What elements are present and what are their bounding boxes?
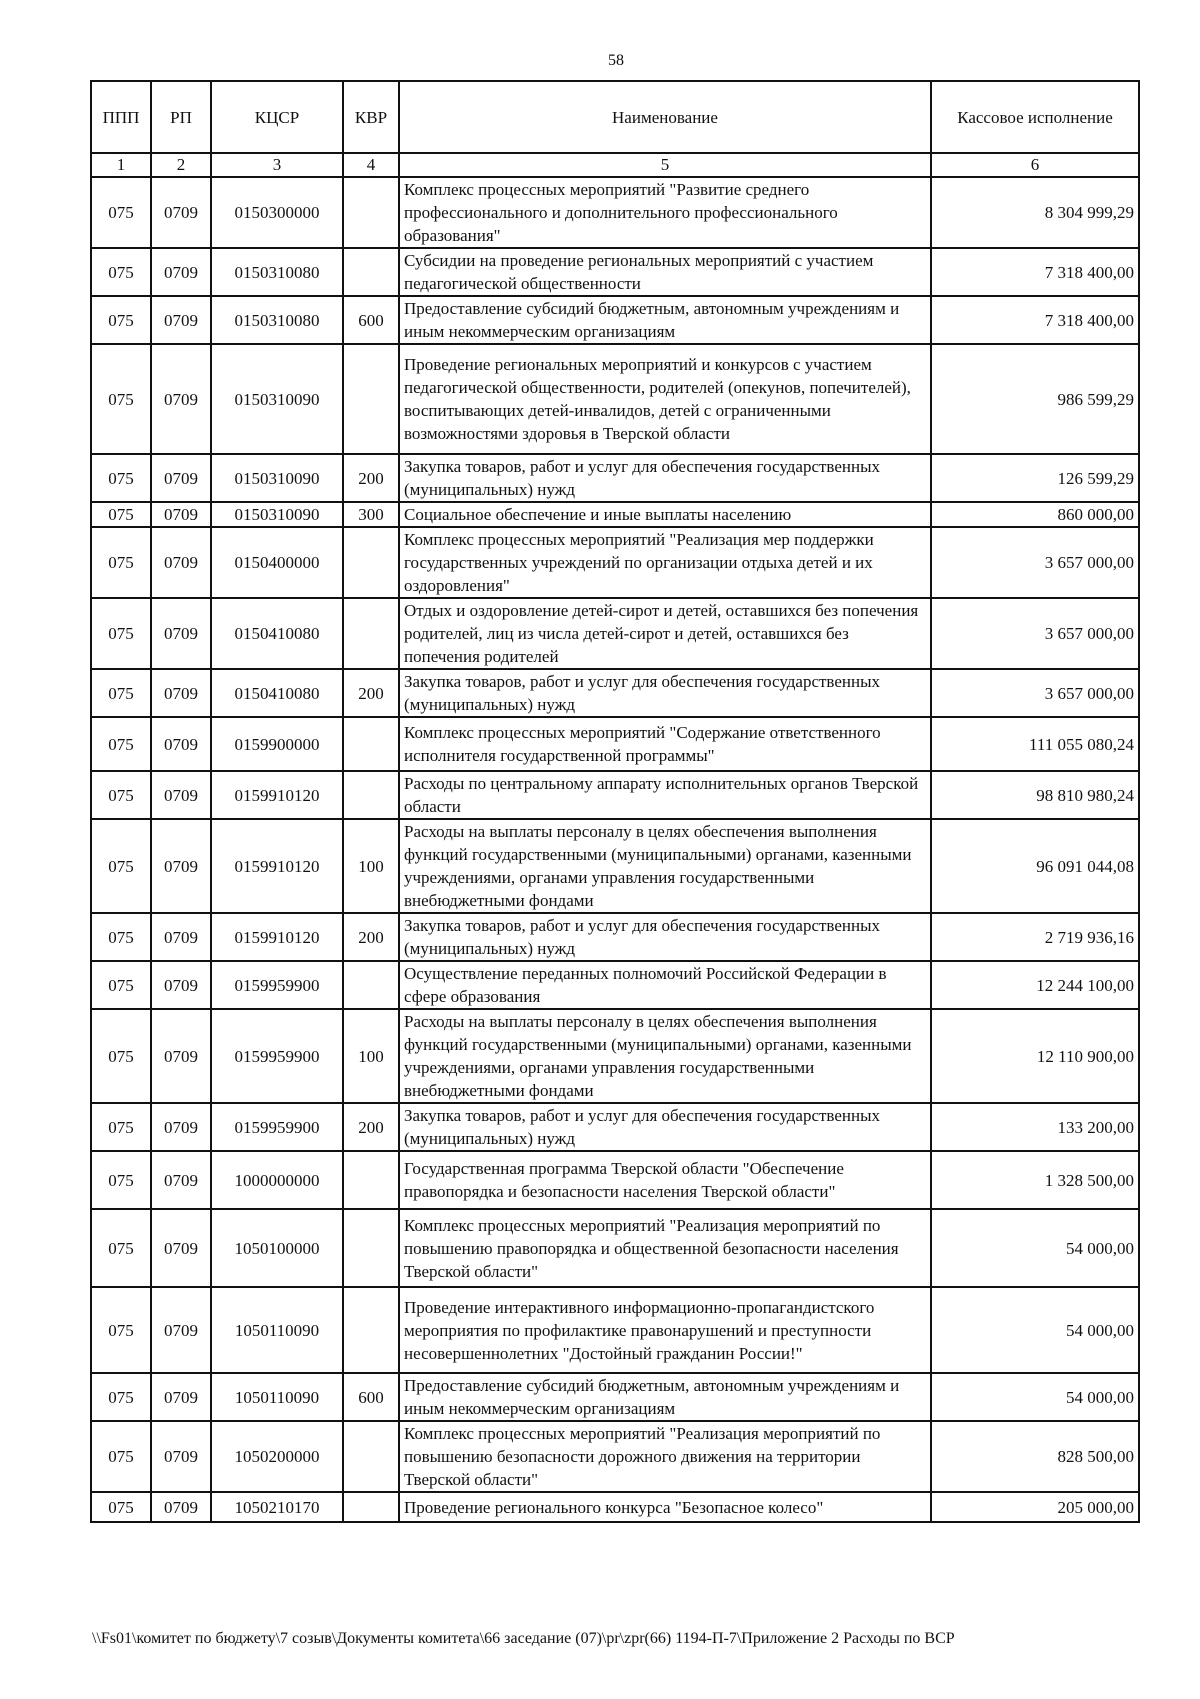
- table-row: [91, 598, 1139, 669]
- cell-kcsr: 0150410080: [211, 598, 343, 669]
- cell-amount: 126 599,29: [931, 454, 1139, 502]
- cell-amount: 133 200,00: [931, 1103, 1139, 1151]
- table-row: [91, 717, 1139, 771]
- cell-kcsr: 1050110090: [211, 1373, 343, 1421]
- cell-name: Комплекс процессных мероприятий "Реализация мероприятий по повышению правопорядка и общественной безопасности населения Тверской области": [399, 1209, 931, 1287]
- cell-amount: 54 000,00: [931, 1287, 1139, 1373]
- cell-rp: 0709: [151, 669, 211, 717]
- table-row: [91, 1009, 1139, 1103]
- cell-name: Комплекс процессных мероприятий "Реализация мер поддержки государственных учреждений по организации отдыха детей и их оздоровления": [399, 527, 931, 598]
- cell-ppp: 075: [91, 1421, 151, 1492]
- table-row: [91, 771, 1139, 819]
- table-row: [91, 527, 1139, 598]
- cell-kvr: [343, 344, 399, 454]
- cell-ppp: 075: [91, 248, 151, 296]
- header-amount: Кассовое исполнение: [931, 81, 1139, 153]
- cell-ppp: 075: [91, 1287, 151, 1373]
- cell-name: Осуществление переданных полномочий Российской Федерации в сфере образования: [399, 961, 931, 1009]
- cell-kcsr: 1050100000: [211, 1209, 343, 1287]
- cell-ppp: 075: [91, 961, 151, 1009]
- cell-name: Расходы на выплаты персоналу в целях обеспечения выполнения функций государственными (муниципальными) органами, казенными учреждениями, органами управления государственными внебюджетными фондами: [399, 819, 931, 913]
- cell-kvr: [343, 771, 399, 819]
- cell-amount: 54 000,00: [931, 1209, 1139, 1287]
- cell-kvr: 100: [343, 1009, 399, 1103]
- cell-kcsr: 0159959900: [211, 1103, 343, 1151]
- table-row: [91, 454, 1139, 502]
- cell-kvr: [343, 717, 399, 771]
- cell-name: Комплекс процессных мероприятий "Реализация мероприятий по повышению безопасности дорожного движения на территории Тверской области": [399, 1421, 931, 1492]
- column-number-row: [91, 153, 1139, 177]
- cell-name: Отдых и оздоровление детей-сирот и детей, оставшихся без попечения родителей, лиц из числа детей-сирот и детей, оставшихся без попечения родителей: [399, 598, 931, 669]
- cell-kcsr: 0159910120: [211, 913, 343, 961]
- cell-kvr: [343, 1287, 399, 1373]
- cell-rp: 0709: [151, 454, 211, 502]
- cell-kcsr: 0150300000: [211, 177, 343, 248]
- cell-rp: 0709: [151, 502, 211, 527]
- cell-name: Расходы по центральному аппарату исполнительных органов Тверской области: [399, 771, 931, 819]
- cell-ppp: 075: [91, 913, 151, 961]
- table-row: [91, 1421, 1139, 1492]
- cell-kcsr: 0159900000: [211, 717, 343, 771]
- cell-name: Проведение региональных мероприятий и конкурсов с участием педагогической общественности, родителей (опекунов, попечителей), воспитывающих детей-инвалидов, детей с ограниченными возможностями здоровья в Тверской области: [399, 344, 931, 454]
- header-row: [91, 81, 1139, 153]
- cell-kcsr: 1050210170: [211, 1492, 343, 1522]
- header-ppp: ППП: [91, 81, 151, 153]
- cell-name: Расходы на выплаты персоналу в целях обеспечения выполнения функций государственными (муниципальными) органами, казенными учреждениями, органами управления государственными внебюджетными фондами: [399, 1009, 931, 1103]
- column-number: 6: [931, 153, 1139, 177]
- cell-kcsr: 1050110090: [211, 1287, 343, 1373]
- column-number: 2: [151, 153, 211, 177]
- cell-amount: 205 000,00: [931, 1492, 1139, 1522]
- table-body: [91, 177, 1139, 1522]
- table-row: [91, 248, 1139, 296]
- cell-ppp: 075: [91, 1103, 151, 1151]
- cell-ppp: 075: [91, 1209, 151, 1287]
- table-row: [91, 1103, 1139, 1151]
- cell-kcsr: 0150410080: [211, 669, 343, 717]
- cell-name: Закупка товаров, работ и услуг для обеспечения государственных (муниципальных) нужд: [399, 913, 931, 961]
- cell-rp: 0709: [151, 1287, 211, 1373]
- cell-ppp: 075: [91, 1492, 151, 1522]
- cell-kvr: 200: [343, 669, 399, 717]
- cell-amount: 96 091 044,08: [931, 819, 1139, 913]
- table-row: [91, 1492, 1139, 1522]
- column-number: 1: [91, 153, 151, 177]
- cell-kvr: [343, 1209, 399, 1287]
- cell-rp: 0709: [151, 598, 211, 669]
- cell-ppp: 075: [91, 1151, 151, 1209]
- header-kcsr: КЦСР: [211, 81, 343, 153]
- cell-amount: 828 500,00: [931, 1421, 1139, 1492]
- cell-ppp: 075: [91, 819, 151, 913]
- cell-kvr: 200: [343, 1103, 399, 1151]
- cell-rp: 0709: [151, 717, 211, 771]
- cell-kcsr: 0150310090: [211, 344, 343, 454]
- cell-kcsr: 0150310090: [211, 454, 343, 502]
- cell-ppp: 075: [91, 1373, 151, 1421]
- cell-name: Проведение регионального конкурса "Безопасное колесо": [399, 1492, 931, 1522]
- cell-amount: 3 657 000,00: [931, 669, 1139, 717]
- cell-rp: 0709: [151, 248, 211, 296]
- cell-kcsr: 0150400000: [211, 527, 343, 598]
- cell-kcsr: 1000000000: [211, 1151, 343, 1209]
- cell-rp: 0709: [151, 819, 211, 913]
- cell-kvr: 600: [343, 296, 399, 344]
- table-row: [91, 502, 1139, 527]
- header-name: Наименование: [399, 81, 931, 153]
- cell-amount: 111 055 080,24: [931, 717, 1139, 771]
- table-row: [91, 296, 1139, 344]
- cell-kvr: [343, 961, 399, 1009]
- cell-amount: 7 318 400,00: [931, 248, 1139, 296]
- header-kvr: КВР: [343, 81, 399, 153]
- cell-amount: 860 000,00: [931, 502, 1139, 527]
- cell-kvr: [343, 598, 399, 669]
- cell-rp: 0709: [151, 961, 211, 1009]
- cell-name: Закупка товаров, работ и услуг для обеспечения государственных (муниципальных) нужд: [399, 454, 931, 502]
- cell-amount: 3 657 000,00: [931, 598, 1139, 669]
- cell-kvr: [343, 1492, 399, 1522]
- cell-ppp: 075: [91, 771, 151, 819]
- cell-amount: 12 244 100,00: [931, 961, 1139, 1009]
- table-row: [91, 1373, 1139, 1421]
- cell-name: Комплекс процессных мероприятий "Содержание ответственного исполнителя государственной программы": [399, 717, 931, 771]
- table-row: [91, 819, 1139, 913]
- cell-rp: 0709: [151, 1421, 211, 1492]
- cell-name: Предоставление субсидий бюджетным, автономным учреждениям и иным некоммерческим организациям: [399, 296, 931, 344]
- cell-name: Закупка товаров, работ и услуг для обеспечения государственных (муниципальных) нужд: [399, 1103, 931, 1151]
- table-row: [91, 1209, 1139, 1287]
- table-row: [91, 669, 1139, 717]
- cell-ppp: 075: [91, 717, 151, 771]
- cell-kcsr: 0159910120: [211, 819, 343, 913]
- table-row: [91, 913, 1139, 961]
- cell-rp: 0709: [151, 1151, 211, 1209]
- cell-amount: 2 719 936,16: [931, 913, 1139, 961]
- cell-name: Государственная программа Тверской области "Обеспечение правопорядка и безопасности населения Тверской области": [399, 1151, 931, 1209]
- cell-ppp: 075: [91, 502, 151, 527]
- cell-amount: 7 318 400,00: [931, 296, 1139, 344]
- cell-kvr: [343, 1151, 399, 1209]
- cell-name: Субсидии на проведение региональных мероприятий с участием педагогической общественности: [399, 248, 931, 296]
- cell-rp: 0709: [151, 1492, 211, 1522]
- cell-kcsr: 0159910120: [211, 771, 343, 819]
- cell-kcsr: 0150310080: [211, 296, 343, 344]
- cell-rp: 0709: [151, 344, 211, 454]
- cell-kvr: [343, 527, 399, 598]
- cell-kcsr: 0150310090: [211, 502, 343, 527]
- cell-ppp: 075: [91, 344, 151, 454]
- cell-kvr: 600: [343, 1373, 399, 1421]
- cell-rp: 0709: [151, 296, 211, 344]
- cell-amount: 98 810 980,24: [931, 771, 1139, 819]
- cell-amount: 1 328 500,00: [931, 1151, 1139, 1209]
- column-number: 5: [399, 153, 931, 177]
- cell-kvr: 100: [343, 819, 399, 913]
- cell-ppp: 075: [91, 669, 151, 717]
- cell-kvr: 200: [343, 913, 399, 961]
- cell-name: Закупка товаров, работ и услуг для обеспечения государственных (муниципальных) нужд: [399, 669, 931, 717]
- cell-ppp: 075: [91, 527, 151, 598]
- footer-file-path: \\Fs01\комитет по бюджету\7 созыв\Документы комитета\66 заседание (07)\pr\zpr(66) 1194-П-7\Приложение 2 Расходы по ВСР: [92, 1630, 955, 1647]
- table-row: [91, 344, 1139, 454]
- cell-rp: 0709: [151, 1373, 211, 1421]
- header-rp: РП: [151, 81, 211, 153]
- cell-rp: 0709: [151, 1009, 211, 1103]
- table-row: [91, 1287, 1139, 1373]
- column-number: 4: [343, 153, 399, 177]
- expenditure-table: [90, 80, 1140, 1523]
- cell-ppp: 075: [91, 598, 151, 669]
- table-row: [91, 177, 1139, 248]
- cell-kcsr: 0150310080: [211, 248, 343, 296]
- cell-name: Комплекс процессных мероприятий "Развитие среднего профессионального и дополнительного профессионального образования": [399, 177, 931, 248]
- cell-amount: 986 599,29: [931, 344, 1139, 454]
- cell-ppp: 075: [91, 1009, 151, 1103]
- cell-rp: 0709: [151, 527, 211, 598]
- cell-rp: 0709: [151, 771, 211, 819]
- cell-kvr: 200: [343, 454, 399, 502]
- column-number: 3: [211, 153, 343, 177]
- cell-kcsr: 0159959900: [211, 1009, 343, 1103]
- cell-rp: 0709: [151, 1103, 211, 1151]
- cell-kcsr: 1050200000: [211, 1421, 343, 1492]
- cell-amount: 12 110 900,00: [931, 1009, 1139, 1103]
- cell-kvr: 300: [343, 502, 399, 527]
- cell-kvr: [343, 248, 399, 296]
- page-number: 58: [608, 52, 624, 69]
- cell-amount: 54 000,00: [931, 1373, 1139, 1421]
- table-row: [91, 1151, 1139, 1209]
- cell-name: Предоставление субсидий бюджетным, автономным учреждениям и иным некоммерческим организациям: [399, 1373, 931, 1421]
- cell-kvr: [343, 1421, 399, 1492]
- cell-ppp: 075: [91, 454, 151, 502]
- cell-rp: 0709: [151, 913, 211, 961]
- cell-rp: 0709: [151, 1209, 211, 1287]
- cell-amount: 8 304 999,29: [931, 177, 1139, 248]
- cell-name: Проведение интерактивного информационно-пропагандистского мероприятия по профилактике правонарушений и преступности несовершеннолетних "Достойный гражданин России!": [399, 1287, 931, 1373]
- cell-ppp: 075: [91, 177, 151, 248]
- cell-rp: 0709: [151, 177, 211, 248]
- table-row: [91, 961, 1139, 1009]
- cell-amount: 3 657 000,00: [931, 527, 1139, 598]
- cell-kvr: [343, 177, 399, 248]
- cell-ppp: 075: [91, 296, 151, 344]
- cell-name: Социальное обеспечение и иные выплаты населению: [399, 502, 931, 527]
- cell-kcsr: 0159959900: [211, 961, 343, 1009]
